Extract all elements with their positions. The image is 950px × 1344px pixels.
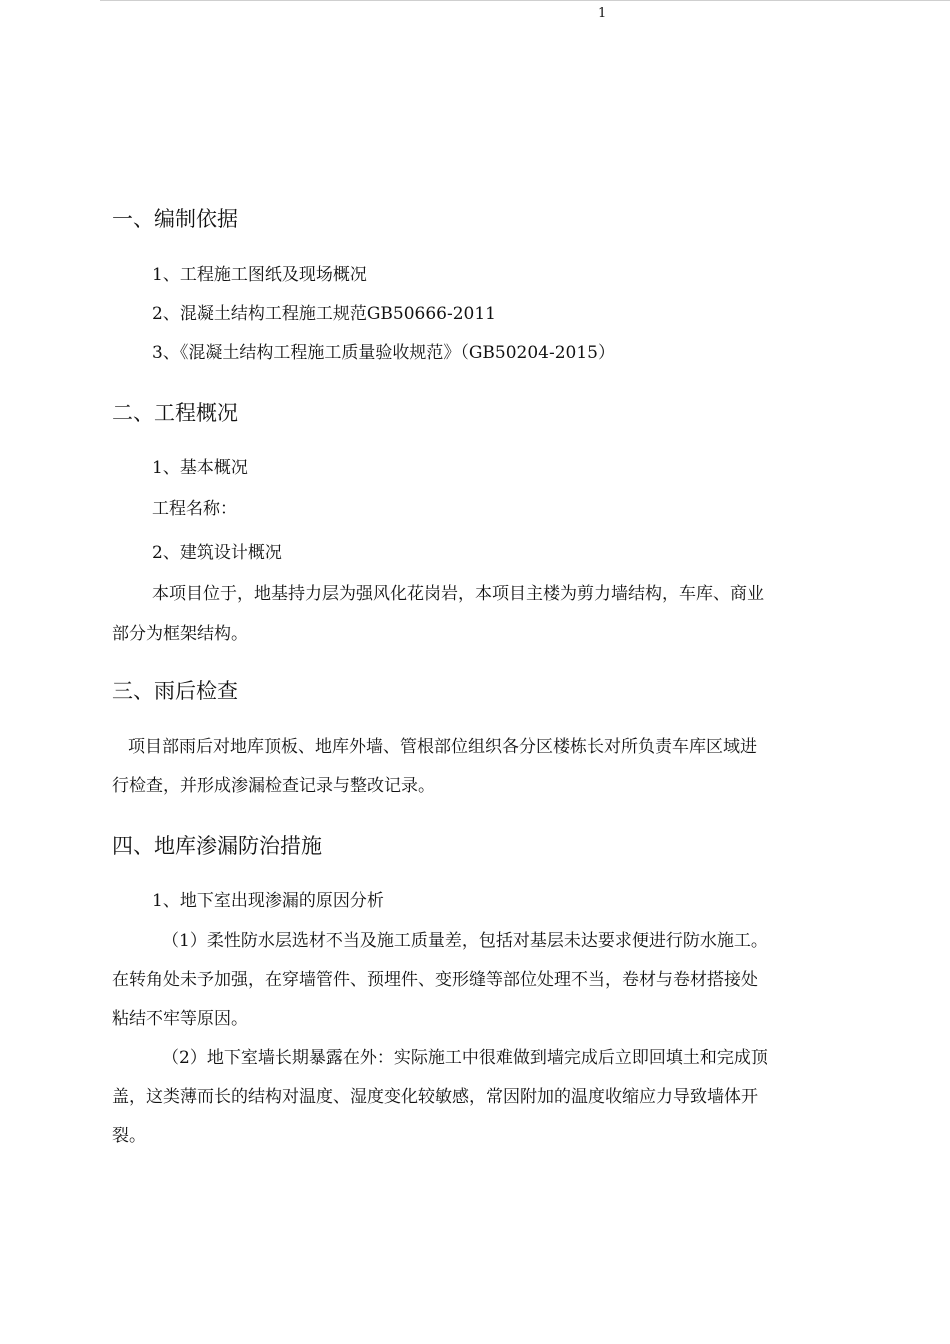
section-heading-leakage-prevention: 四、地库渗漏防治措施 (112, 834, 322, 858)
header-rule (100, 0, 950, 1)
basis-item-3: 3、《混凝土结构工程施工质量验收规范》（GB50204-2015） (152, 343, 615, 363)
basis-item-1: 1、工程施工图纸及现场概况 (152, 265, 367, 285)
project-name-label: 工程名称： (152, 499, 237, 519)
leakage-sub-cause-analysis: 1、地下室出现渗漏的原因分析 (152, 891, 384, 911)
section-heading-project-overview: 二、工程概况 (112, 401, 238, 425)
cause-1-line-1: （1）柔性防水层选材不当及施工质量差，包括对基层未达要求便进行防水施工。 (162, 931, 768, 951)
basis-item-2: 2、混凝土结构工程施工规范GB50666-2011 (152, 304, 496, 324)
cause-1-line-2: 在转角处未予加强，在穿墙管件、预埋件、变形缝等部位处理不当，卷材与卷材搭接处 (112, 970, 758, 990)
section-heading-post-rain-check: 三、雨后检查 (112, 679, 238, 703)
section-heading-compilation-basis: 一、编制依据 (112, 207, 238, 231)
overview-sub-design: 2、建筑设计概况 (152, 543, 282, 563)
page-number: 1 (598, 6, 607, 21)
overview-sub-basic: 1、基本概况 (152, 458, 248, 478)
design-paragraph-line-1: 本项目位于，地基持力层为强风化花岗岩，本项目主楼为剪力墙结构，车库、商业 (152, 584, 764, 604)
cause-2-line-1: （2）地下室墙长期暴露在外：实际施工中很难做到墙完成后立即回填土和完成顶 (162, 1048, 768, 1068)
cause-1-line-3: 粘结不牢等原因。 (112, 1009, 248, 1029)
check-paragraph-line-1: 项目部雨后对地库顶板、地库外墙、管根部位组织各分区楼栋长对所负责车库区域进 (128, 737, 757, 757)
cause-2-line-2: 盖，这类薄而长的结构对温度、湿度变化较敏感，常因附加的温度收缩应力导致墙体开 (112, 1087, 758, 1107)
cause-2-line-3: 裂。 (112, 1126, 146, 1146)
check-paragraph-line-2: 行检查，并形成渗漏检查记录与整改记录。 (112, 776, 435, 796)
design-paragraph-line-2: 部分为框架结构。 (112, 624, 248, 644)
